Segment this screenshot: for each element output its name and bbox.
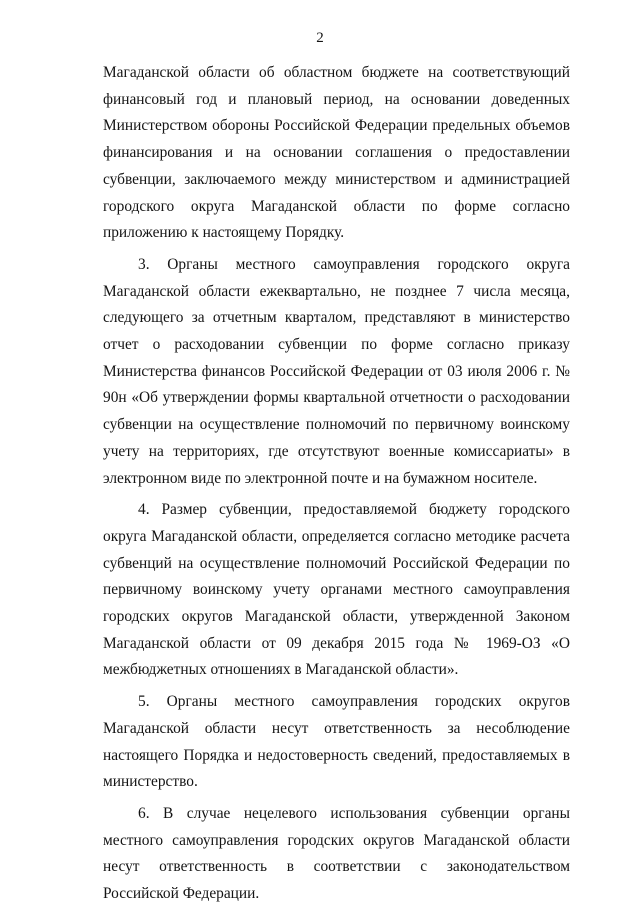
- paragraph-continuation: Магаданской области об областном бюджете на соответствующий финансовый год и плановый период, на основании доведенных Министерством обороны Российской Федерации предельных объемов финансирования и на основании соглашения о предоставлении субвенции, заключаемого между министерством и администрацией городского округа Магаданской области по форме согласно приложению к настоящему Порядку.: [103, 64, 570, 242]
- paragraph-3: 3. Органы местного самоуправления городского округа Магаданской области ежеквартально, не позднее 7 числа месяца, следующего за отчетным кварталом, представляют в министерство отчет о расходовании субвенции по форме согласно приказу Министерства финансов Российской Федерации от 03 июля 2006 г. № 90н «Об утверждении формы квартальной отчетности о расходовании субвенции на осуществление полномочий по первичному воинскому учету на территориях, где отсутствуют военные комиссариаты» в электронном виде по электронной почте и на бумажном носителе.: [103, 255, 570, 487]
- document-body: [103, 60, 570, 908]
- page-number: 2: [316, 30, 324, 46]
- paragraph-6: 6. В случае нецелевого использования субвенции органы местного самоуправления городских округов Магаданской области несут ответственность в соответствии с законодательством Российской Федерации.: [103, 804, 570, 903]
- paragraph-4: 4. Размер субвенции, предоставляемой бюджету городского округа Магаданской области, определяется согласно методике расчета субвенций на осуществление полномочий Российской Федерации по первичному воинскому учету органами местного самоуправления городских округов Магаданской области, утвержденной Законом Магаданской области от 09 декабря 2015 года № 1969-ОЗ «О межбюджетных отношениях в Магаданской области».: [103, 501, 570, 679]
- paragraph-5: 5. Органы местного самоуправления городских округов Магаданской области несут ответственность за несоблюдение настоящего Порядка и недостоверность сведений, предоставляемых в министерство.: [103, 693, 570, 791]
